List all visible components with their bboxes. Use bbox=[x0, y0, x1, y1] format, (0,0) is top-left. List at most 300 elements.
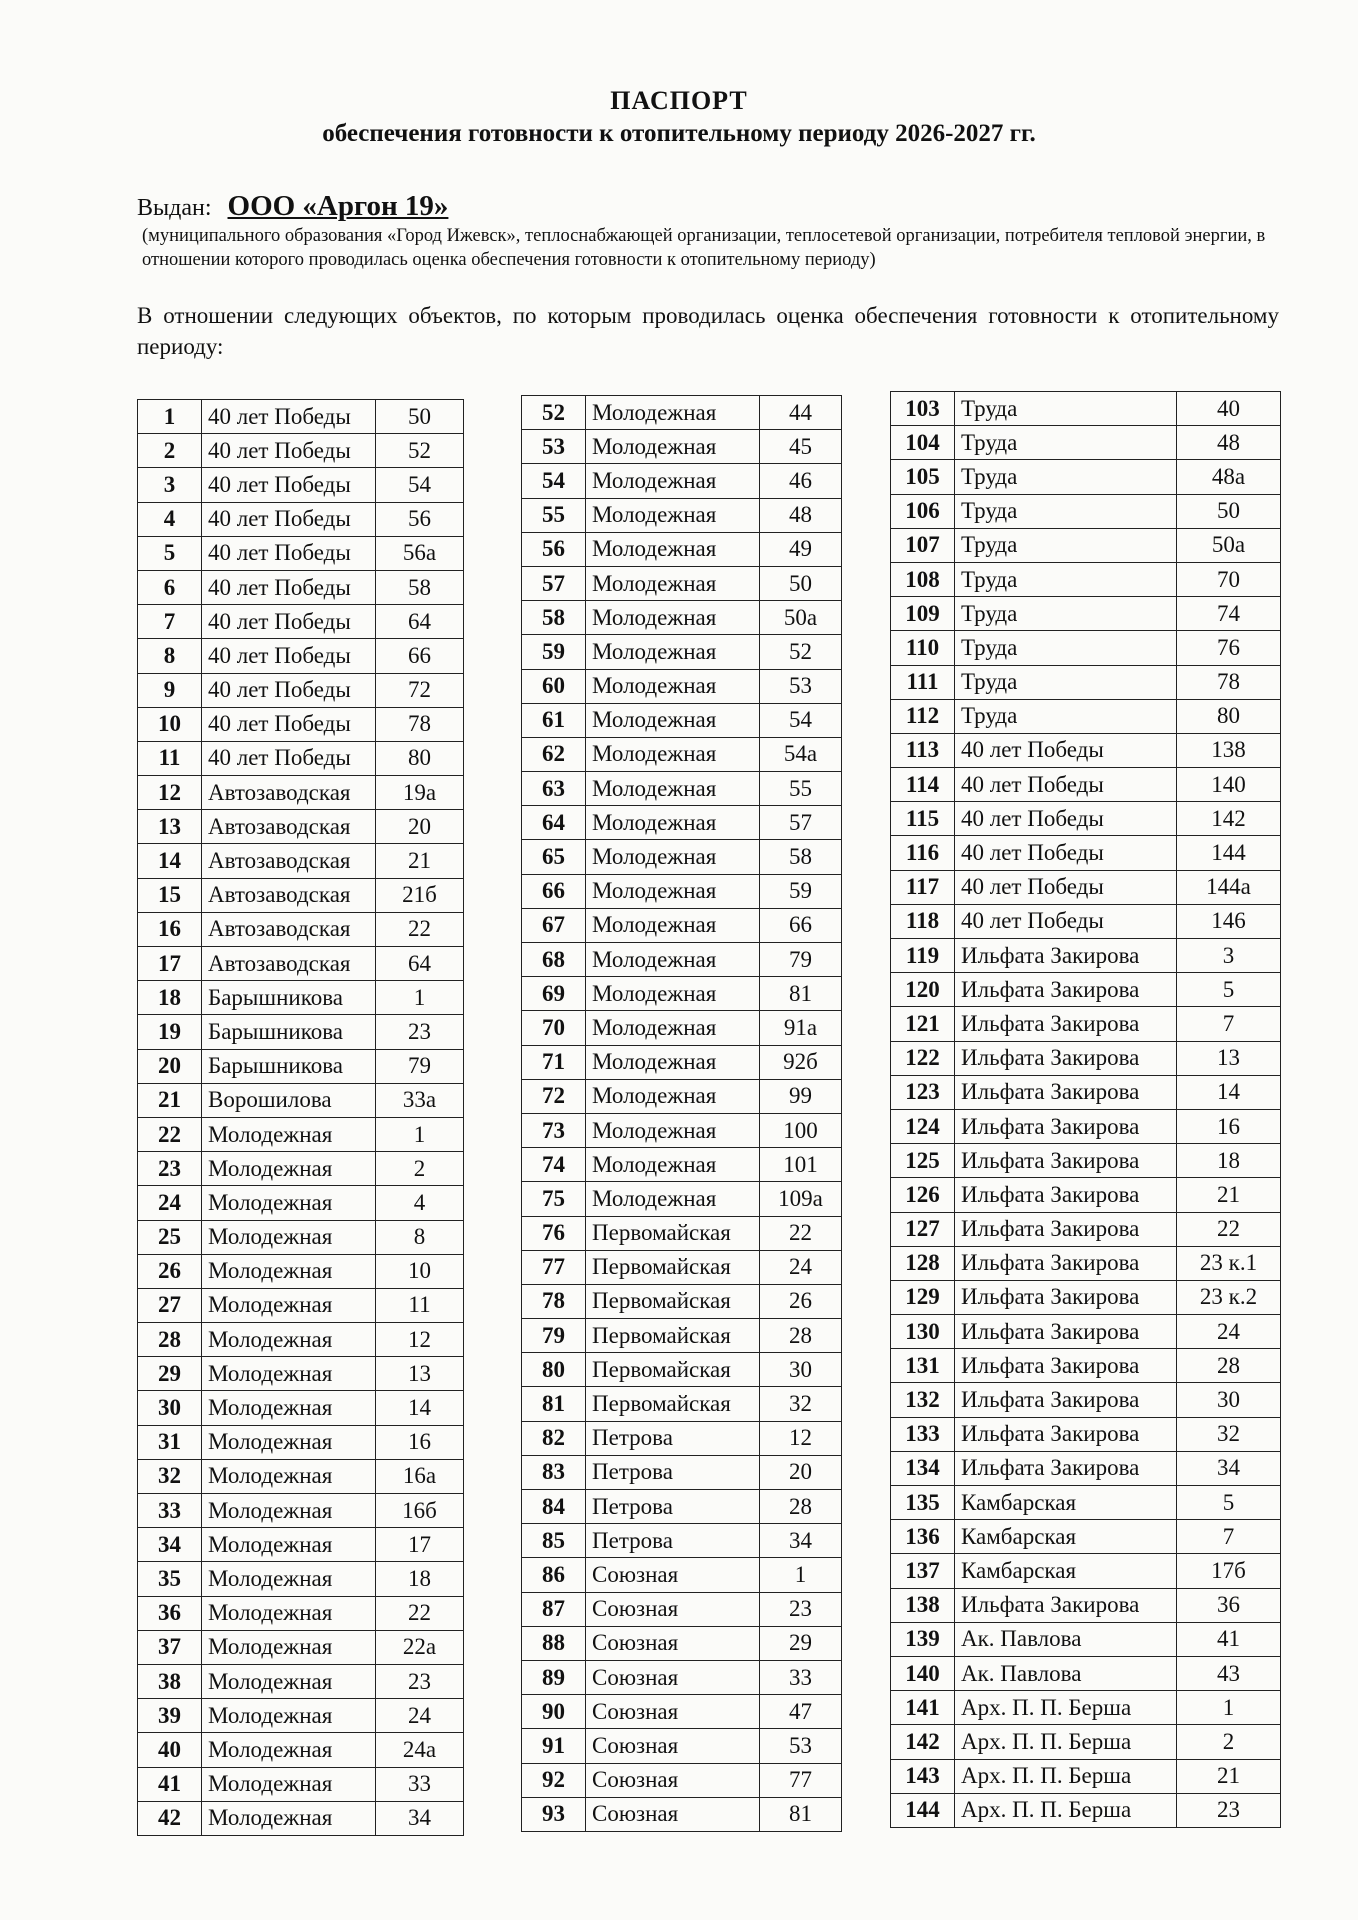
object-street: Арх. П. П. Берша bbox=[955, 1759, 1177, 1793]
object-number: 59 bbox=[522, 635, 586, 669]
object-house: 7 bbox=[1177, 1007, 1281, 1041]
table-row bbox=[138, 1015, 464, 1049]
object-house: 17б bbox=[1177, 1554, 1281, 1588]
object-number: 134 bbox=[891, 1451, 955, 1485]
object-house: 52 bbox=[760, 635, 842, 669]
object-number: 105 bbox=[891, 460, 955, 494]
object-house: 40 bbox=[1177, 392, 1281, 426]
object-number: 30 bbox=[138, 1391, 202, 1425]
table-row bbox=[891, 1212, 1281, 1246]
object-number: 8 bbox=[138, 639, 202, 673]
object-house: 24 bbox=[760, 1250, 842, 1284]
table-row bbox=[138, 981, 464, 1015]
object-street: Ильфата Закирова bbox=[955, 1451, 1177, 1485]
table-row bbox=[522, 977, 842, 1011]
object-street: Молодежная bbox=[586, 532, 760, 566]
table-row bbox=[891, 1315, 1281, 1349]
object-house: 44 bbox=[760, 396, 842, 430]
object-number: 66 bbox=[522, 874, 586, 908]
object-number: 91 bbox=[522, 1729, 586, 1763]
object-street: Молодежная bbox=[202, 1562, 376, 1596]
object-number: 23 bbox=[138, 1152, 202, 1186]
table-row bbox=[522, 1182, 842, 1216]
object-house: 23 к.1 bbox=[1177, 1246, 1281, 1280]
object-number: 37 bbox=[138, 1630, 202, 1664]
object-house: 3 bbox=[1177, 939, 1281, 973]
object-house: 32 bbox=[1177, 1417, 1281, 1451]
object-street: Камбарская bbox=[955, 1520, 1177, 1554]
issued-note: (муниципального образования «Город Ижевск», теплоснабжающей организации, теплосетевой организации, потребителя тепловой энергии, в отношении которого проводилась оценка обеспечения готовности к отопительному периоду) bbox=[142, 226, 1266, 270]
object-number: 69 bbox=[522, 977, 586, 1011]
object-number: 13 bbox=[138, 810, 202, 844]
table-row bbox=[138, 400, 464, 434]
object-number: 73 bbox=[522, 1113, 586, 1147]
table-row bbox=[138, 844, 464, 878]
table-row bbox=[522, 737, 842, 771]
object-number: 21 bbox=[138, 1083, 202, 1117]
object-street: Труда bbox=[955, 528, 1177, 562]
object-house: 144 bbox=[1177, 836, 1281, 870]
issued-label: Выдан: bbox=[137, 195, 212, 221]
table-row bbox=[522, 1353, 842, 1387]
object-number: 2 bbox=[138, 434, 202, 468]
intro-paragraph: В отношении следующих объектов, по которым проводилась оценка обеспечения готовности к отопительному периоду: bbox=[137, 303, 1279, 359]
object-house: 48 bbox=[760, 498, 842, 532]
object-number: 121 bbox=[891, 1007, 955, 1041]
object-house: 7 bbox=[1177, 1520, 1281, 1554]
object-number: 113 bbox=[891, 733, 955, 767]
object-street: 40 лет Победы bbox=[955, 733, 1177, 767]
object-street: Молодежная bbox=[202, 1186, 376, 1220]
object-house: 58 bbox=[376, 570, 464, 604]
table-row bbox=[891, 1417, 1281, 1451]
object-house: 16 bbox=[1177, 1109, 1281, 1143]
object-number: 92 bbox=[522, 1763, 586, 1797]
table-row bbox=[522, 1524, 842, 1558]
object-house: 138 bbox=[1177, 733, 1281, 767]
object-house: 64 bbox=[376, 605, 464, 639]
object-number: 10 bbox=[138, 707, 202, 741]
object-number: 82 bbox=[522, 1421, 586, 1455]
table-row bbox=[138, 1596, 464, 1630]
object-house: 46 bbox=[760, 464, 842, 498]
table-row bbox=[891, 1622, 1281, 1656]
object-street: Петрова bbox=[586, 1421, 760, 1455]
table-row bbox=[138, 1117, 464, 1151]
table-row bbox=[522, 1250, 842, 1284]
object-street: Молодежная bbox=[586, 737, 760, 771]
object-house: 5 bbox=[1177, 973, 1281, 1007]
object-number: 79 bbox=[522, 1319, 586, 1353]
table-row bbox=[138, 1767, 464, 1801]
table-row bbox=[891, 528, 1281, 562]
object-number: 104 bbox=[891, 426, 955, 460]
object-house: 99 bbox=[760, 1079, 842, 1113]
object-number: 58 bbox=[522, 601, 586, 635]
table-row bbox=[891, 1246, 1281, 1280]
object-number: 7 bbox=[138, 605, 202, 639]
object-street: Союзная bbox=[586, 1558, 760, 1592]
table-row bbox=[138, 810, 464, 844]
object-house: 16б bbox=[376, 1494, 464, 1528]
object-number: 40 bbox=[138, 1733, 202, 1767]
object-number: 89 bbox=[522, 1660, 586, 1694]
object-street: Ильфата Закирова bbox=[955, 1349, 1177, 1383]
object-house: 1 bbox=[1177, 1691, 1281, 1725]
object-number: 119 bbox=[891, 939, 955, 973]
object-street: Ильфата Закирова bbox=[955, 973, 1177, 1007]
object-street: Автозаводская bbox=[202, 878, 376, 912]
object-house: 34 bbox=[376, 1801, 464, 1835]
object-street: 40 лет Победы bbox=[202, 536, 376, 570]
object-house: 109а bbox=[760, 1182, 842, 1216]
object-street: Молодежная bbox=[586, 498, 760, 532]
object-house: 79 bbox=[376, 1049, 464, 1083]
object-house: 33 bbox=[376, 1767, 464, 1801]
object-street: Ильфата Закирова bbox=[955, 1212, 1177, 1246]
object-number: 116 bbox=[891, 836, 955, 870]
object-number: 56 bbox=[522, 532, 586, 566]
table-row bbox=[891, 460, 1281, 494]
object-street: Ильфата Закирова bbox=[955, 1280, 1177, 1314]
table-row bbox=[522, 1319, 842, 1353]
object-number: 27 bbox=[138, 1288, 202, 1322]
object-number: 42 bbox=[138, 1801, 202, 1835]
object-number: 36 bbox=[138, 1596, 202, 1630]
table-row bbox=[522, 1079, 842, 1113]
object-street: 40 лет Победы bbox=[202, 741, 376, 775]
object-house: 76 bbox=[1177, 631, 1281, 665]
object-house: 54а bbox=[760, 737, 842, 771]
table-row bbox=[138, 1425, 464, 1459]
object-street: Молодежная bbox=[202, 1459, 376, 1493]
object-street: Петрова bbox=[586, 1524, 760, 1558]
object-number: 71 bbox=[522, 1045, 586, 1079]
object-house: 14 bbox=[376, 1391, 464, 1425]
object-street: Ильфата Закирова bbox=[955, 1007, 1177, 1041]
object-house: 52 bbox=[376, 434, 464, 468]
object-street: Ак. Павлова bbox=[955, 1622, 1177, 1656]
object-house: 19а bbox=[376, 776, 464, 810]
object-number: 61 bbox=[522, 703, 586, 737]
table-row bbox=[138, 1494, 464, 1528]
object-house: 21 bbox=[376, 844, 464, 878]
object-street: Труда bbox=[955, 494, 1177, 528]
object-number: 22 bbox=[138, 1117, 202, 1151]
object-house: 5 bbox=[1177, 1486, 1281, 1520]
table-row bbox=[891, 939, 1281, 973]
table-row bbox=[891, 768, 1281, 802]
table-row bbox=[138, 1288, 464, 1322]
object-number: 106 bbox=[891, 494, 955, 528]
object-street: Союзная bbox=[586, 1729, 760, 1763]
object-number: 57 bbox=[522, 566, 586, 600]
object-house: 48 bbox=[1177, 426, 1281, 460]
table-row bbox=[522, 396, 842, 430]
table-row bbox=[522, 1490, 842, 1524]
object-house: 30 bbox=[760, 1353, 842, 1387]
object-house: 20 bbox=[376, 810, 464, 844]
table-row bbox=[522, 1387, 842, 1421]
object-number: 129 bbox=[891, 1280, 955, 1314]
object-house: 18 bbox=[1177, 1144, 1281, 1178]
table-row bbox=[138, 536, 464, 570]
object-street: Первомайская bbox=[586, 1353, 760, 1387]
object-street: Труда bbox=[955, 426, 1177, 460]
object-street: Ильфата Закирова bbox=[955, 1315, 1177, 1349]
object-number: 114 bbox=[891, 768, 955, 802]
organization-name: ООО «Аргон 19» bbox=[227, 190, 449, 222]
object-house: 24 bbox=[376, 1699, 464, 1733]
table-row bbox=[522, 1011, 842, 1045]
object-street: Труда bbox=[955, 460, 1177, 494]
table-row bbox=[891, 1451, 1281, 1485]
object-house: 53 bbox=[760, 669, 842, 703]
object-number: 26 bbox=[138, 1254, 202, 1288]
object-street: Автозаводская bbox=[202, 844, 376, 878]
object-house: 22 bbox=[1177, 1212, 1281, 1246]
object-number: 28 bbox=[138, 1323, 202, 1357]
object-house: 49 bbox=[760, 532, 842, 566]
table-row bbox=[891, 494, 1281, 528]
table-row bbox=[891, 1041, 1281, 1075]
object-house: 23 bbox=[1177, 1793, 1281, 1827]
table-row bbox=[138, 639, 464, 673]
object-street: Первомайская bbox=[586, 1387, 760, 1421]
object-number: 117 bbox=[891, 870, 955, 904]
object-number: 77 bbox=[522, 1250, 586, 1284]
object-number: 5 bbox=[138, 536, 202, 570]
object-house: 24 bbox=[1177, 1315, 1281, 1349]
object-house: 8 bbox=[376, 1220, 464, 1254]
table-row bbox=[522, 943, 842, 977]
object-number: 3 bbox=[138, 468, 202, 502]
object-number: 54 bbox=[522, 464, 586, 498]
table-row bbox=[138, 1528, 464, 1562]
table-row bbox=[522, 566, 842, 600]
table-row bbox=[891, 973, 1281, 1007]
object-house: 17 bbox=[376, 1528, 464, 1562]
object-street: Союзная bbox=[586, 1695, 760, 1729]
object-number: 87 bbox=[522, 1592, 586, 1626]
object-house: 23 bbox=[760, 1592, 842, 1626]
object-street: 40 лет Победы bbox=[202, 502, 376, 536]
table-row bbox=[138, 673, 464, 707]
object-street: 40 лет Победы bbox=[202, 639, 376, 673]
object-house: 72 bbox=[376, 673, 464, 707]
object-house: 80 bbox=[376, 741, 464, 775]
object-house: 14 bbox=[1177, 1075, 1281, 1109]
object-number: 136 bbox=[891, 1520, 955, 1554]
object-house: 54 bbox=[376, 468, 464, 502]
object-number: 123 bbox=[891, 1075, 955, 1109]
object-street: Ильфата Закирова bbox=[955, 1588, 1177, 1622]
table-row bbox=[138, 1323, 464, 1357]
object-street: Союзная bbox=[586, 1660, 760, 1694]
object-house: 28 bbox=[760, 1490, 842, 1524]
table-row bbox=[891, 562, 1281, 596]
object-street: Молодежная bbox=[202, 1767, 376, 1801]
object-street: Ак. Павлова bbox=[955, 1656, 1177, 1690]
object-street: Первомайская bbox=[586, 1250, 760, 1284]
object-number: 137 bbox=[891, 1554, 955, 1588]
object-number: 132 bbox=[891, 1383, 955, 1417]
table-row bbox=[138, 1186, 464, 1220]
object-house: 23 bbox=[376, 1015, 464, 1049]
object-house: 34 bbox=[760, 1524, 842, 1558]
object-house: 50 bbox=[376, 400, 464, 434]
object-number: 18 bbox=[138, 981, 202, 1015]
table-row bbox=[891, 836, 1281, 870]
object-number: 103 bbox=[891, 392, 955, 426]
table-row bbox=[522, 1695, 842, 1729]
object-street: Труда bbox=[955, 631, 1177, 665]
object-street: Молодежная bbox=[202, 1117, 376, 1151]
object-number: 140 bbox=[891, 1656, 955, 1690]
object-house: 10 bbox=[376, 1254, 464, 1288]
object-house: 142 bbox=[1177, 802, 1281, 836]
object-number: 4 bbox=[138, 502, 202, 536]
object-house: 21б bbox=[376, 878, 464, 912]
objects-table-1 bbox=[137, 399, 464, 1836]
object-street: 40 лет Победы bbox=[955, 802, 1177, 836]
table-row bbox=[891, 1280, 1281, 1314]
object-house: 81 bbox=[760, 1797, 842, 1831]
object-street: Молодежная bbox=[202, 1288, 376, 1322]
object-number: 6 bbox=[138, 570, 202, 604]
object-street: Союзная bbox=[586, 1797, 760, 1831]
object-street: Молодежная bbox=[586, 1182, 760, 1216]
table-row bbox=[138, 1630, 464, 1664]
object-street: Арх. П. П. Берша bbox=[955, 1725, 1177, 1759]
object-street: Ильфата Закирова bbox=[955, 1246, 1177, 1280]
object-house: 2 bbox=[376, 1152, 464, 1186]
object-number: 112 bbox=[891, 699, 955, 733]
object-street: 40 лет Победы bbox=[202, 707, 376, 741]
object-number: 35 bbox=[138, 1562, 202, 1596]
table-row bbox=[138, 776, 464, 810]
object-street: Арх. П. П. Берша bbox=[955, 1793, 1177, 1827]
object-house: 23 bbox=[376, 1664, 464, 1698]
table-row bbox=[138, 1254, 464, 1288]
object-street: Молодежная bbox=[586, 874, 760, 908]
object-street: Автозаводская bbox=[202, 912, 376, 946]
object-house: 91а bbox=[760, 1011, 842, 1045]
object-house: 36 bbox=[1177, 1588, 1281, 1622]
object-number: 107 bbox=[891, 528, 955, 562]
object-street: Союзная bbox=[586, 1626, 760, 1660]
object-number: 115 bbox=[891, 802, 955, 836]
table-row bbox=[522, 1421, 842, 1455]
object-street: Молодежная bbox=[202, 1528, 376, 1562]
object-street: 40 лет Победы bbox=[955, 870, 1177, 904]
table-row bbox=[522, 430, 842, 464]
object-street: Молодежная bbox=[586, 430, 760, 464]
object-street: Барышникова bbox=[202, 1049, 376, 1083]
object-street: Молодежная bbox=[202, 1254, 376, 1288]
table-row bbox=[522, 498, 842, 532]
object-house: 50а bbox=[1177, 528, 1281, 562]
object-street: Ворошилова bbox=[202, 1083, 376, 1117]
table-row bbox=[138, 1220, 464, 1254]
object-house: 66 bbox=[760, 908, 842, 942]
object-house: 21 bbox=[1177, 1178, 1281, 1212]
object-number: 16 bbox=[138, 912, 202, 946]
object-street: Камбарская bbox=[955, 1554, 1177, 1588]
object-number: 128 bbox=[891, 1246, 955, 1280]
table-row bbox=[522, 1763, 842, 1797]
table-row bbox=[891, 1007, 1281, 1041]
object-street: Союзная bbox=[586, 1763, 760, 1797]
object-street: Молодежная bbox=[586, 601, 760, 635]
object-house: 22 bbox=[376, 1596, 464, 1630]
object-street: Ильфата Закирова bbox=[955, 939, 1177, 973]
table-row bbox=[891, 1759, 1281, 1793]
table-row bbox=[522, 806, 842, 840]
object-number: 65 bbox=[522, 840, 586, 874]
object-street: Молодежная bbox=[202, 1596, 376, 1630]
object-house: 24а bbox=[376, 1733, 464, 1767]
table-row bbox=[891, 870, 1281, 904]
object-number: 14 bbox=[138, 844, 202, 878]
object-house: 1 bbox=[760, 1558, 842, 1592]
issued-line bbox=[137, 190, 448, 223]
object-number: 15 bbox=[138, 878, 202, 912]
object-house: 4 bbox=[376, 1186, 464, 1220]
table-row bbox=[891, 1793, 1281, 1827]
object-house: 47 bbox=[760, 1695, 842, 1729]
table-row bbox=[138, 947, 464, 981]
object-number: 110 bbox=[891, 631, 955, 665]
table-row bbox=[522, 1216, 842, 1250]
table-row bbox=[522, 840, 842, 874]
object-street: Барышникова bbox=[202, 1015, 376, 1049]
object-house: 100 bbox=[760, 1113, 842, 1147]
table-row bbox=[522, 772, 842, 806]
object-number: 131 bbox=[891, 1349, 955, 1383]
object-number: 31 bbox=[138, 1425, 202, 1459]
object-number: 25 bbox=[138, 1220, 202, 1254]
object-house: 48а bbox=[1177, 460, 1281, 494]
object-street: 40 лет Победы bbox=[955, 836, 1177, 870]
object-number: 24 bbox=[138, 1186, 202, 1220]
object-number: 68 bbox=[522, 943, 586, 977]
table-row bbox=[138, 1733, 464, 1767]
object-street: Молодежная bbox=[586, 943, 760, 977]
object-street: Ильфата Закирова bbox=[955, 1109, 1177, 1143]
object-street: Ильфата Закирова bbox=[955, 1417, 1177, 1451]
document-title: ПАСПОРТ bbox=[610, 86, 748, 115]
object-number: 12 bbox=[138, 776, 202, 810]
object-house: 43 bbox=[1177, 1656, 1281, 1690]
object-house: 28 bbox=[760, 1319, 842, 1353]
table-row bbox=[891, 1588, 1281, 1622]
object-number: 135 bbox=[891, 1486, 955, 1520]
object-number: 72 bbox=[522, 1079, 586, 1113]
object-street: Автозаводская bbox=[202, 810, 376, 844]
table-row bbox=[522, 1558, 842, 1592]
object-street: 40 лет Победы bbox=[202, 434, 376, 468]
object-street: 40 лет Победы bbox=[202, 673, 376, 707]
object-number: 144 bbox=[891, 1793, 955, 1827]
object-number: 109 bbox=[891, 597, 955, 631]
object-street: Союзная bbox=[586, 1592, 760, 1626]
table-row bbox=[138, 605, 464, 639]
table-row bbox=[522, 874, 842, 908]
table-row bbox=[522, 703, 842, 737]
object-house: 56 bbox=[376, 502, 464, 536]
table-row bbox=[138, 570, 464, 604]
